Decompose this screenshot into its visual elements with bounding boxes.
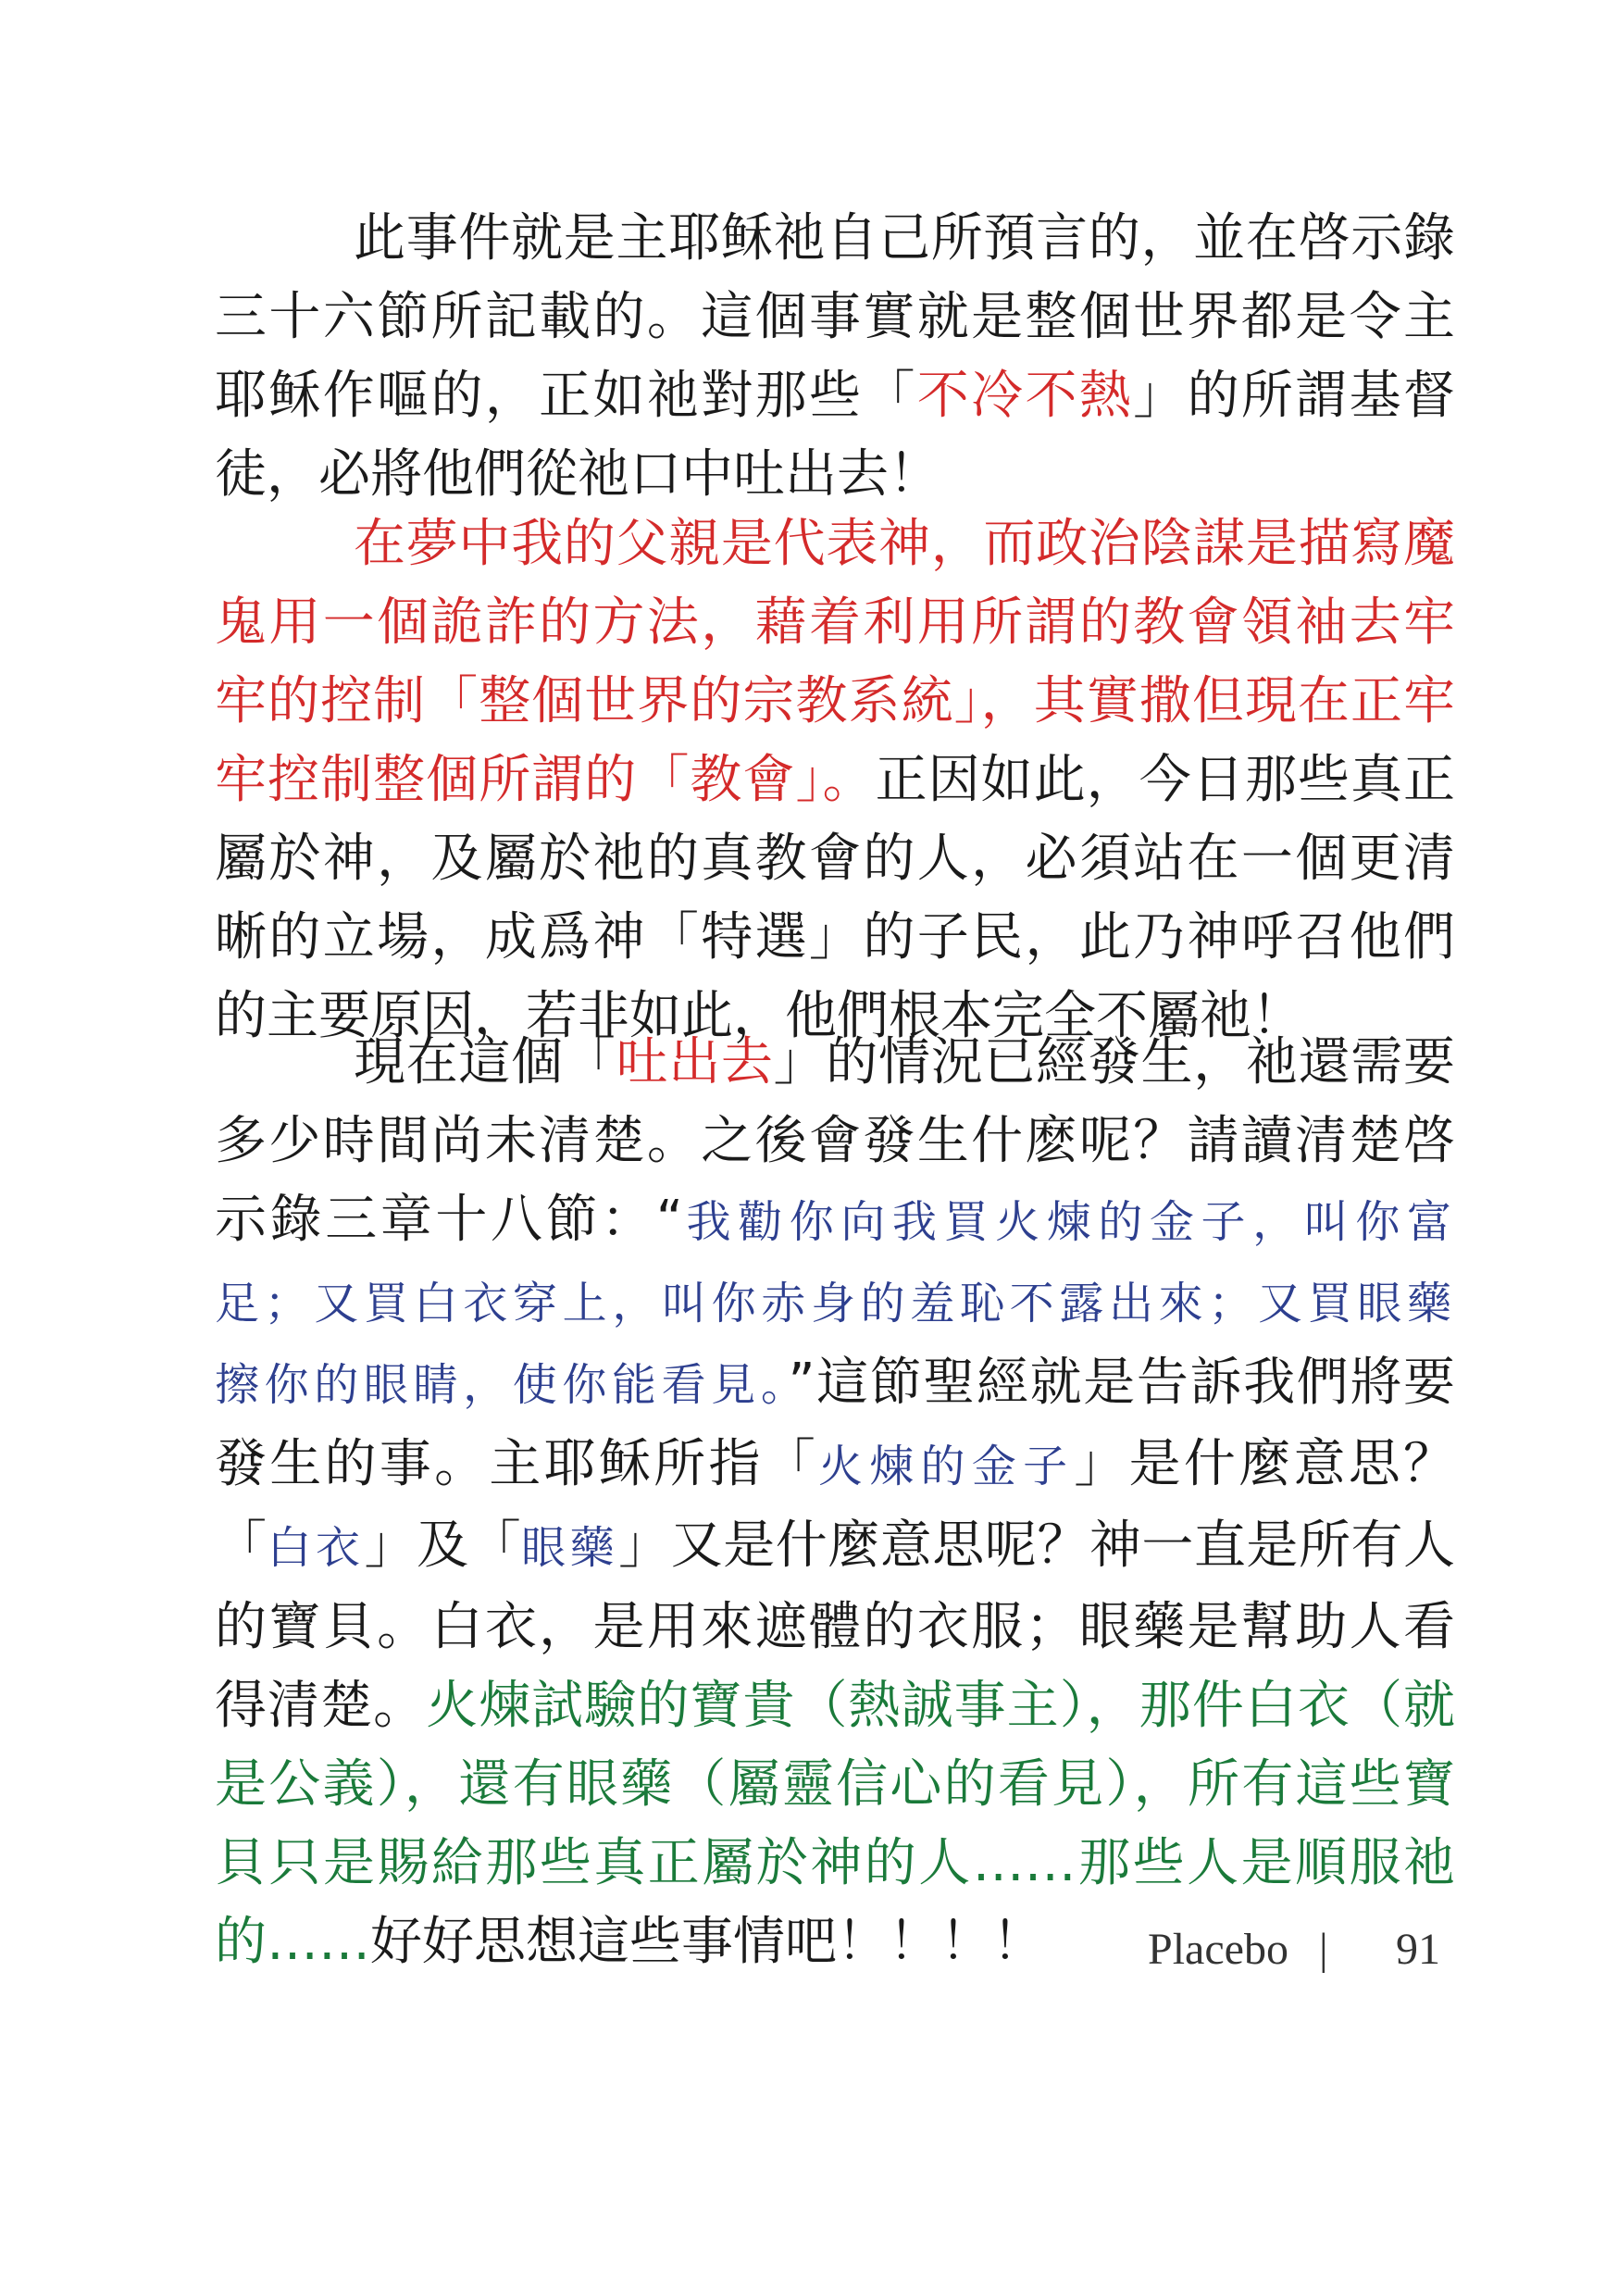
p2-red-text: 在夢中我的父親是代表神，而政治陰謀是描寫魔鬼用一個詭詐的方法，藉着利用所謂的教會領袖去牢牢的控制「整個世界的宗教系統」，其實撒但現在正牢牢控制整個所謂的「教會」。 bbox=[215, 514, 1455, 810]
paragraph-2 bbox=[215, 505, 1455, 1055]
page-footer bbox=[1148, 1924, 1453, 1989]
footer-separator: | bbox=[1319, 1925, 1328, 1974]
p3-text-6: 」又是什麼意思呢？神一直是所有人的寶貝。白衣，是用來遮體的衣服；眼藥是幫助人看得清楚。 bbox=[215, 1516, 1455, 1736]
p3-text-5: 」及「 bbox=[364, 1516, 522, 1576]
p3-text-3: ”這節聖經就是告訴我們將要發生的事。主耶稣所指「 bbox=[215, 1353, 1455, 1494]
p1-text-1: 此事件就是主耶稣祂自己所預言的，並在啓示錄三十六節所記載的。這個事實就是整個世界都是令主耶稣作嘔的，正如祂對那些「 bbox=[215, 208, 1455, 426]
p3-text-1: 現在這個「 bbox=[354, 1032, 616, 1092]
p1-text-2: 」的所謂基督徒，必將他們從祂口中吐出去！ bbox=[215, 366, 1456, 505]
paragraph-1 bbox=[215, 199, 1455, 514]
paragraph-3 bbox=[215, 1023, 1455, 1981]
p1-highlight-lukewarm: 不冷不熱 bbox=[916, 366, 1134, 426]
p2-text: 正因如此，今日那些真正屬於神，及屬於祂的真教會的人，必須站在一個更清晰的立場，成爲神「特選」的子民，此乃神呼召他們的主要原因，若非如此，他們根本完全不屬祂！ bbox=[215, 750, 1456, 1046]
book-title: Placebo bbox=[1148, 1925, 1288, 1974]
p3-highlight-refined-gold: 火煉的金子 bbox=[818, 1441, 1075, 1492]
p3-text-7: 好好思想這些事情吧！！！！ bbox=[370, 1912, 1044, 1972]
p3-green-text: 火煉試驗的寶貴（熱誠事主），那件白衣（就是公義），還有眼藥（屬靈信心的看見），所有這些寶貝只是賜給那些真正屬於神的人……那些人是順服祂的…… bbox=[215, 1676, 1456, 1972]
p3-text-2: 」的情況已經發生，祂還需要多少時間尚未清楚。之後會發生什麽呢？請讀清楚啓示錄三章十八節：“ bbox=[215, 1032, 1456, 1250]
page-number: 91 bbox=[1396, 1925, 1440, 1974]
p3-scripture-quote: 我勸你向我買火煉的金子，叫你富足；又買白衣穿上，叫你赤身的羞恥不露出來；又買眼藥擦你的眼睛，使你能看見。 bbox=[215, 1196, 1455, 1411]
p3-highlight-white-clothes: 白衣 bbox=[267, 1522, 365, 1574]
p3-text-4: 」是什麼意思？「 bbox=[215, 1434, 1456, 1576]
p3-highlight-eye-salve: 眼藥 bbox=[521, 1522, 619, 1574]
p3-highlight-spit-out: 吐出去 bbox=[616, 1032, 774, 1092]
